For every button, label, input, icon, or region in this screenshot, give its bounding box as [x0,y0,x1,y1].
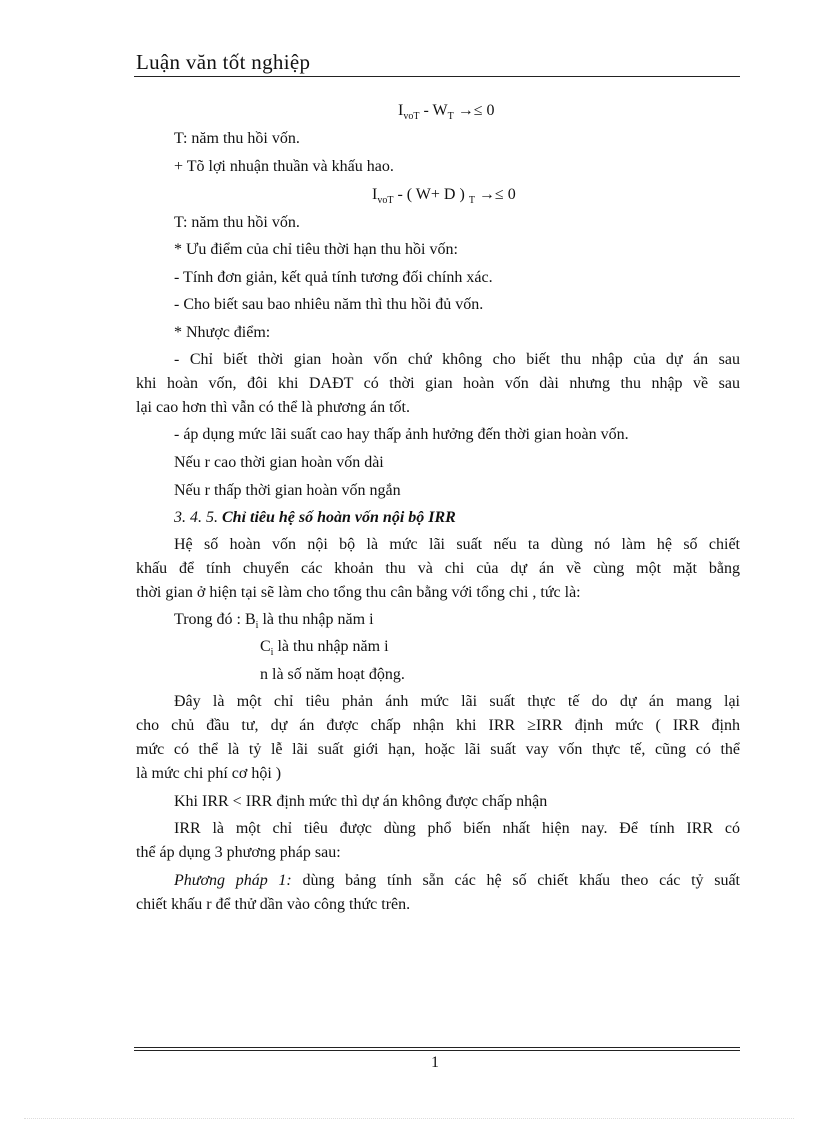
text-line: - Chỉ biết thời gian hoàn vốn chứ không cho biết thu nhập của dự án sau [174,351,740,368]
text-line: thời gian ở hiện tại sẽ làm cho tổng thu cân bằng với tổng chi , tức là: [136,584,581,601]
text-line: Khi IRR < IRR định mức thì dự án không được chấp nhận [174,793,548,810]
footer-rule [134,1047,740,1048]
text-line: T: năm thu hồi vốn. [174,214,300,231]
page-edge-dots [24,1118,794,1119]
text-line: cho chủ đầu tư, dự án được chấp nhận khi IRR ≥IRR định mức ( IRR định [136,717,740,734]
definition-line: Trong đó : $B_i$ là thu nhập năm i [174,611,374,632]
text-line: là mức chi phí cơ hội ) [136,765,282,782]
text-line: khi hoàn vốn, đôi khi DAĐT có thời gian hoàn vốn dài nhưng thu nhập về sau [136,375,740,392]
footer-rule [134,1050,740,1051]
text-line: - Tính đơn giản, kết quả tính tương đối chính xác. [174,269,493,286]
text-line: Nếu r thấp thời gian hoàn vốn ngắn [174,482,401,499]
method-label: Phương pháp 1: [174,872,292,889]
text-line: chiết khấu r để thử dần vào công thức trên. [136,896,411,913]
text-line: khấu để tính chuyển các khoản thu và chi của dự án về cùng một mặt bằng [136,560,740,577]
text-line: + Tõ lợi nhuận thuần và khấu hao. [174,158,394,175]
text-line: * Nhược điểm: [174,324,271,341]
text-line: mức có thể là tỷ lễ lãi suất giới hạn, hoặc lãi suất vay vốn thực tế, cũng có thể [136,741,740,758]
formula-1: $I_{voT} - W_T \to\le 0$ [398,102,495,123]
text-line: - Cho biết sau bao nhiêu năm thì thu hồi đủ vốn. [174,296,484,313]
formula-2: $I_{voT}$ - ( W+ D ) $_T$ →≤ 0 [372,186,516,207]
text-line: Nếu r cao thời gian hoàn vốn dài [174,454,384,471]
text-line: Hệ số hoàn vốn nội bộ là mức lãi suất nếu ta dùng nó làm hệ số chiết [174,536,740,553]
text-line: T: năm thu hồi vốn. [174,130,300,147]
page-header-title: Luận văn tốt nghiệp [136,50,311,74]
text-line: Phương pháp 1: dùng bảng tính sẵn các hệ số chiết khấu theo các tỷ suất [174,872,741,889]
section-heading: 3. 4. 5. Chỉ tiêu hệ số hoàn vốn nội bộ IRR [174,509,456,526]
text-line: Đây là một chỉ tiêu phản ánh mức lãi suất thực tế do dự án mang lại [174,693,740,710]
header-rule [134,76,740,77]
definition-line: $C_i$ là thu nhập năm i [260,638,389,659]
text-line: thể áp dụng 3 phương pháp sau: [136,844,341,861]
text-line: * Ưu điểm của chỉ tiêu thời hạn thu hồi vốn: [174,241,458,258]
text-line: IRR là một chỉ tiêu được dùng phổ biến nhất hiện nay. Để tính IRR có [174,820,740,837]
text-line: lại cao hơn thì vẫn có thể là phương án tốt. [136,399,410,416]
page-number: 1 [431,1054,439,1071]
definition-line: n là số năm hoạt động. [260,666,405,683]
text-line: - áp dụng mức lãi suất cao hay thấp ảnh hưởng đến thời gian hoàn vốn. [174,426,629,443]
